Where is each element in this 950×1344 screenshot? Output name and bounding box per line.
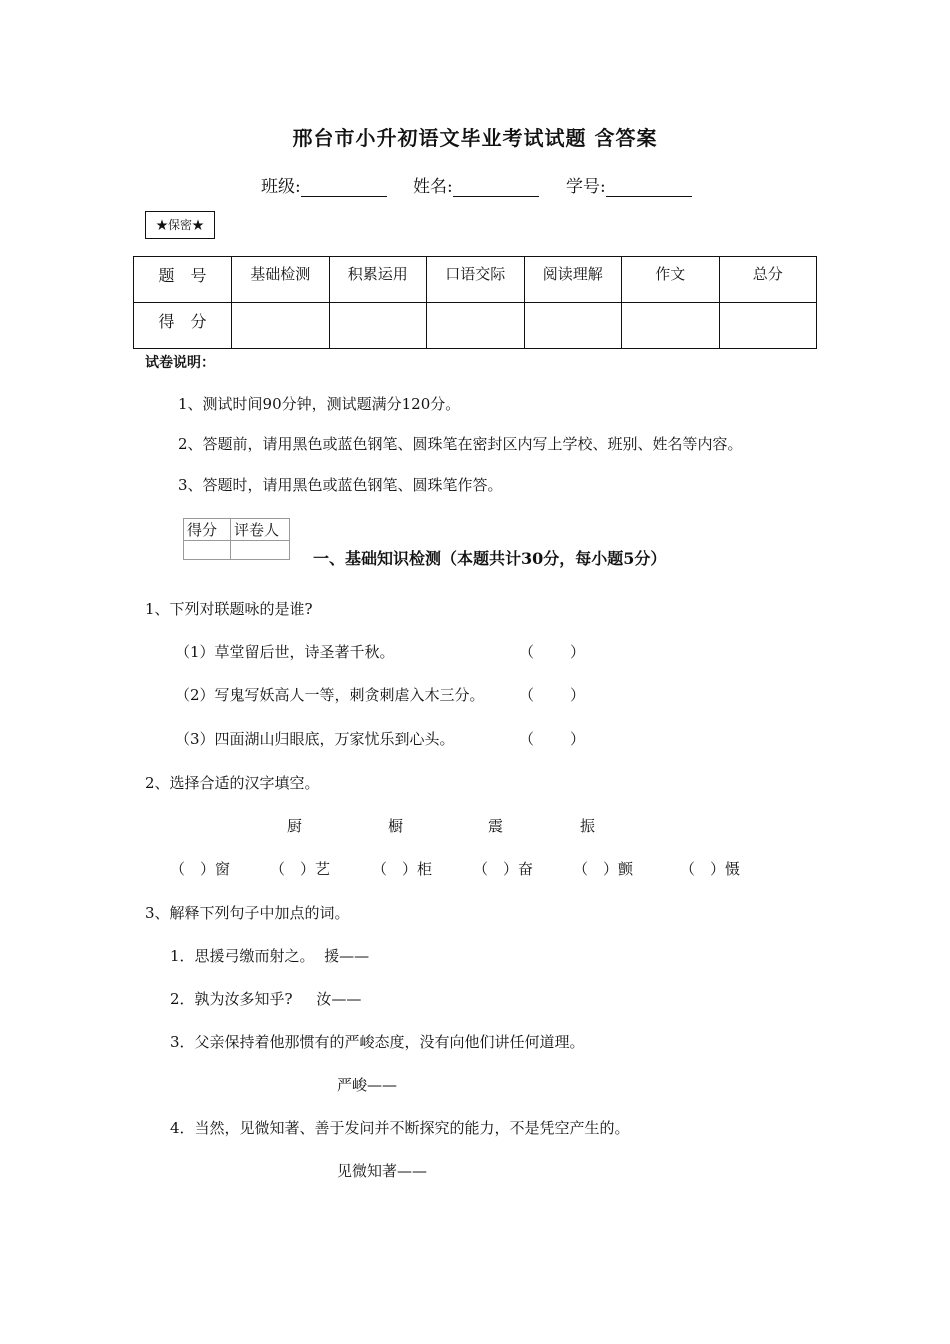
choice-char: 橱 [388,817,404,835]
choice-char: 振 [580,817,596,835]
paren-close: ） [570,686,586,704]
paren-open: （ [519,730,535,748]
choice-char: 厨 [287,817,303,835]
instruction-item: 3、答题时，请用黑色或蓝色钢笔、圆珠笔作答。 [178,476,503,494]
question-1-item: （3）四面湖山归眼底，万家忧乐到心头。 [175,730,455,748]
paren-open: （ [519,686,535,704]
header-cell: 题 号 [134,257,232,303]
grader-score-label: 得分 [184,519,231,541]
fill-blank[interactable]: （ ）窗 [170,860,231,878]
name-field[interactable] [413,172,539,197]
header-cell: 作文 [622,257,720,303]
grader-score-cell[interactable] [184,541,231,560]
grader-box [183,518,290,560]
name-blank[interactable] [453,179,539,197]
paren-open: （ [519,643,535,661]
question-3-item: 1．思援弓缴而射之。 援—— [170,947,370,965]
grader-name-cell[interactable] [231,541,290,560]
score-table-header-row [134,257,817,303]
question-1-item: （2）写鬼写妖高人一等，刺贪刺虐入木三分。 [175,686,485,704]
header-cell: 口语交际 [427,257,525,303]
question-1-stem: 1、下列对联题咏的是谁? [145,600,313,618]
fill-blank[interactable]: （ ）奋 [473,860,534,878]
fill-blank[interactable]: （ ）颤 [573,860,634,878]
question-3-item: 4．当然，见微知著、善于发问并不断探究的能力，不是凭空产生的。 [170,1119,630,1137]
fill-blank[interactable]: （ ）艺 [270,860,331,878]
question-3-item: 3．父亲保持着他那惯有的严峻态度，没有向他们讲任何道理。 [170,1033,585,1051]
score-row-label: 得 分 [134,303,232,349]
student-id-blank[interactable] [606,179,692,197]
choice-char: 震 [488,817,504,835]
instruction-item: 1、测试时间90分钟，测试题满分120分。 [178,395,461,413]
answer-paren[interactable] [519,641,585,662]
question-2-stem: 2、选择合适的汉字填空。 [145,774,320,792]
name-label: 姓名: [413,177,453,197]
question-3-item: 2．孰为汝多知乎? 汝—— [170,990,362,1008]
answer-paren[interactable] [519,684,585,705]
student-id-label: 学号: [566,177,606,197]
header-cell: 基础检测 [232,257,330,303]
class-blank[interactable] [301,179,387,197]
score-cell[interactable] [427,303,525,349]
score-table [133,256,817,349]
score-cell[interactable] [524,303,622,349]
header-cell: 阅读理解 [524,257,622,303]
question-1-item: （1）草堂留后世，诗圣著千秋。 [175,643,395,661]
fill-blank[interactable]: （ ）柜 [372,860,433,878]
class-field[interactable] [261,172,387,197]
paren-close: ） [570,730,586,748]
score-cell[interactable] [329,303,427,349]
instructions-heading: 试卷说明： [145,355,215,371]
secret-badge: ★保密★ [145,211,215,239]
answer-paren[interactable] [519,728,585,749]
instruction-item: 2、答题前，请用黑色或蓝色钢笔、圆珠笔在密封区内写上学校、班别、姓名等内容。 [178,435,743,453]
section-heading: 一、基础知识检测（本题共计30分，每小题5分） [313,549,667,568]
answer-line: 严峻—— [337,1076,398,1094]
header-cell: 积累运用 [329,257,427,303]
question-3-stem: 3、解释下列句子中加点的词。 [145,904,350,922]
score-table-score-row [134,303,817,349]
score-cell[interactable] [232,303,330,349]
page-title: 邢台市小升初语文毕业考试试题 含答案 [292,126,658,150]
answer-line: 见微知著—— [337,1162,428,1180]
score-cell[interactable] [719,303,817,349]
header-cell: 总分 [719,257,817,303]
class-label: 班级: [261,177,301,197]
fill-blank[interactable]: （ ）慑 [680,860,741,878]
grader-name-label: 评卷人 [231,519,290,541]
student-id-field[interactable] [566,172,692,197]
paren-close: ） [570,643,586,661]
score-cell[interactable] [622,303,720,349]
